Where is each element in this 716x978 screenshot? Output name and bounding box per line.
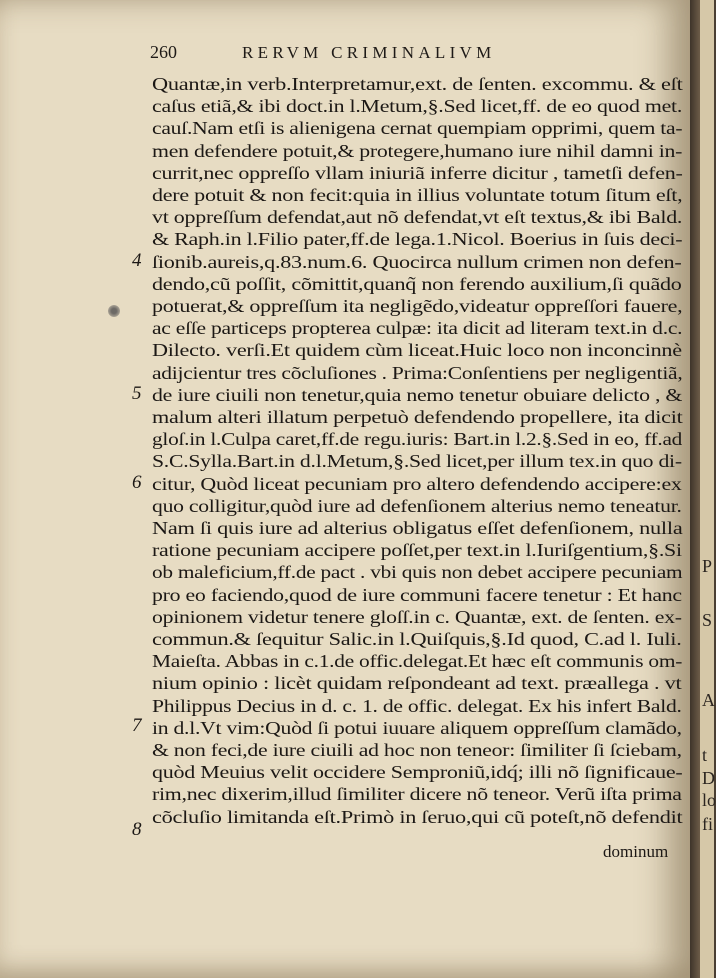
text-line: nium opinio : licèt quidam reſpondeant ad text. præallega . vt bbox=[152, 673, 682, 694]
next-page-fragment: P bbox=[702, 556, 713, 576]
text-line: dere potuit & non fecit:quia in illius voluntate totum ſitum eſt, bbox=[152, 185, 683, 205]
text-line: in d.l.Vt vim:Quòd ſi potui iuuare aliquem oppreſſum clamãdo, bbox=[152, 717, 682, 738]
next-page-fragment: S bbox=[702, 610, 713, 630]
text-line: Philippus Decius in d. c. 1. de offic. delegat. Ex his infert Bald. bbox=[152, 695, 682, 716]
text-line: gloſ.in l.Culpa caret,ff.de regu.iuris: Bart.in l.2.§.Sed in eo, ff.ad bbox=[152, 429, 683, 450]
text-line: rim,nec dixerim,illud ſimiliter dicere nõ teneor. Verũ iſta prima bbox=[152, 784, 682, 805]
running-title: RERVM CRIMINALIVM bbox=[242, 43, 496, 62]
text-line: ob maleficium,ff.de pact . vbi quis non debet accipere pecuniam bbox=[152, 562, 683, 583]
next-page-fragment: fi bbox=[702, 814, 713, 834]
text-line: quòd Meuius velit occidere Semproniũ,idq́; illi nõ ſignificaue- bbox=[152, 762, 683, 783]
text-line: Nam ſi quis iure ad alterius obligatus eſſet defenſionem, nulla bbox=[152, 518, 683, 538]
marginal-number: 4 bbox=[132, 250, 142, 271]
text-line: adijcientur tres cõcluſiones . Prima:Conſentiens per negligentiã, bbox=[152, 362, 683, 383]
text-line: & non feci,de iure ciuili ad hoc non teneor: ſimiliter ſi ſciebam, bbox=[152, 740, 682, 760]
text-line: caſus etiã,& ibi doct.in l.Metum,§.Sed licet,ff. de eo quod met. bbox=[152, 96, 683, 117]
text-line: cauſ.Nam etſi is alienigena cernat quempiam opprimi, quem ta- bbox=[152, 118, 683, 139]
marginal-number: 8 bbox=[132, 819, 142, 840]
marginal-number: 5 bbox=[132, 383, 142, 404]
page-number: 260 bbox=[150, 42, 177, 62]
next-page-edge bbox=[700, 0, 714, 978]
text-line: ſionib.aureis,q.83.num.6. Quocirca nullum crimen non defen- bbox=[152, 251, 682, 272]
next-page-fragment: A bbox=[702, 690, 715, 710]
next-page-fragment: D bbox=[702, 768, 715, 788]
page-header bbox=[150, 42, 690, 68]
next-page-fragment: t bbox=[702, 745, 708, 765]
text-line: Maieſta. Abbas in c.1.de offic.delegat.Et hæc eſt communis om- bbox=[152, 651, 683, 672]
text-line: citur, Quòd liceat pecuniam pro altero defendendo accipere:ex bbox=[152, 473, 682, 494]
text-line: opinionem videtur tenere gloſſ.in c. Quantæ, ext. de ſenten. ex- bbox=[152, 606, 682, 627]
marginal-number: 7 bbox=[132, 715, 142, 736]
next-page-fragment: lo bbox=[702, 790, 716, 810]
text-line: currit,nec oppreſſo vllam iniuriã inferre dicitur , tametſi defen- bbox=[152, 162, 683, 183]
text-line: cõcluſio limitanda eſt.Primò in ſeruo,qui cũ poteſt,nõ defendit bbox=[152, 806, 683, 827]
text-line: Quantæ,in verb.Interpretamur,ext. de ſenten. excommu. & eſt bbox=[152, 74, 683, 94]
text-line: de iure ciuili non tenetur,quia nemo tenetur obuiare delicto , & bbox=[152, 384, 683, 405]
text-line: dendo,cũ poſſit, cõmittit,quanq̃ non ferendo auxilium,ſi quãdo bbox=[152, 273, 682, 294]
text-line: S.C.Sylla.Bart.in d.l.Metum,§.Sed licet,per illum tex.in quo di- bbox=[152, 451, 682, 472]
marginal-number: 6 bbox=[132, 472, 142, 493]
catchword: dominum bbox=[603, 842, 669, 861]
text-line: ratione pecuniam accipere poſſet,per text.in l.Iuriſgentium,§.Si bbox=[152, 540, 682, 561]
text-line: malum alteri illatum perpetuò defendendo propellere, ita dicit bbox=[152, 407, 683, 427]
ink-blot bbox=[108, 305, 120, 317]
text-line: commun.& ſequitur Salic.in l.Quiſquis,§.Id quod, C.ad l. Iuli. bbox=[152, 629, 682, 649]
text-line: & Raph.in l.Filio pater,ff.de lega.1.Nicol. Boerius in ſuis deci- bbox=[152, 229, 683, 250]
text-line: ac eſſe particeps propterea culpæ: ita dicit ad literam text.in d.c. bbox=[152, 318, 683, 339]
text-line: vt oppreſſum defendat,aut nõ defendat,vt eſt textus,& ibi Bald. bbox=[152, 207, 683, 228]
text-line: quo colligitur,quòd iure ad defenſionem alterius nemo teneatur. bbox=[152, 495, 682, 516]
text-line: men defendere potuit,& protegere,humano iure nihil damni in- bbox=[152, 140, 683, 161]
text-line: pro eo faciendo,quod de iure communi facere tenetur : Et hanc bbox=[152, 584, 682, 605]
text-line: potuerat,& oppreſſum ita negligẽdo,videatur oppreſſori fauere, bbox=[152, 296, 683, 316]
text-line: Dilecto. verſi.Et quidem cùm liceat.Huic loco non inconcinnè bbox=[152, 340, 682, 361]
